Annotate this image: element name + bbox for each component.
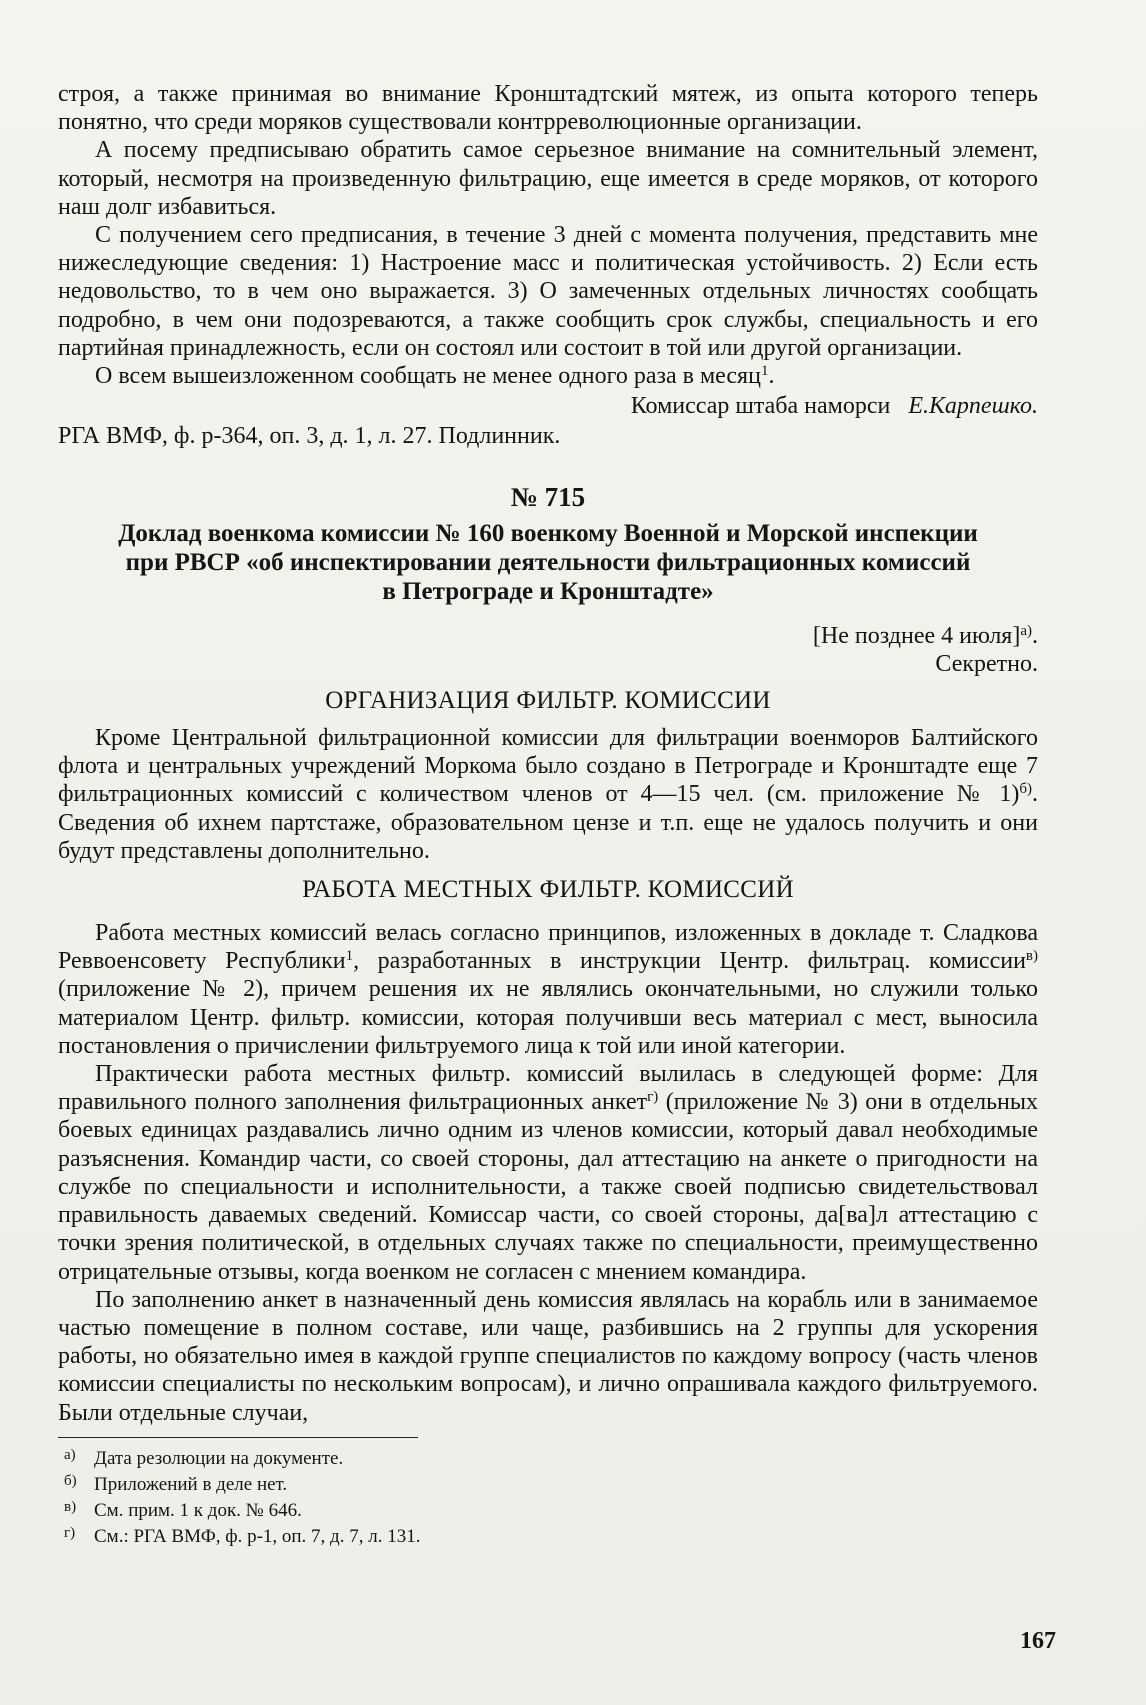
footnote-ref: а) xyxy=(1020,622,1032,639)
footnote-ref: в) xyxy=(1025,948,1038,965)
footnote-mark: в) xyxy=(64,1498,77,1515)
intro-p1-text: строя, а также принимая во внимание Кронштадтский мятеж, из опыта которого теперь понятно, что среди моряков существовали контрреволюционные организации. xyxy=(58,81,1038,136)
intro-p3-text: С получением сего предписания, в течение 3 дней с момента получения, представить мне нижеследующие сведения: 1) Настроение масс и политическая устойчивость. 2) Если есть недовольство, то в чем оно выражается. 3) О замеченных отдельных личностях сообщать подробно, в чем они подозреваются, а также сообщить срок службы, специальность и его партийная принадлежность, если он состоял или состоит в той или другой организации. xyxy=(58,222,1038,361)
document-number: № 715 xyxy=(510,481,586,512)
intro-p4-text: О всем вышеизложенном сообщать не менее одного раза в месяц xyxy=(95,363,761,390)
date-text: [Не позднее 4 июля] xyxy=(812,622,1021,649)
section1-p1-text-b: . Сведения об ихнем партстаже, образовательном цензе и т.п. еще не удалось получить и они будут представлены дополнительно. xyxy=(58,781,1038,864)
intro-paragraph-4 xyxy=(58,362,1038,390)
section2-paragraph-1 xyxy=(58,919,1038,1060)
section2-p1-text-c: (приложение № 2), причем решения их не являлись окончательными, но служили только материалом Центр. фильтр. комиссии, которая получивши весь материал с мест, выносила постановления о причислении фильтруемого лица к той или иной категории. xyxy=(58,976,1038,1059)
section1-paragraph-1 xyxy=(58,724,1038,865)
document-title-line-3: в Петрограде и Кронштадте» xyxy=(382,577,714,605)
footnote-ref: б) xyxy=(1019,781,1032,798)
footnote-item xyxy=(58,1446,1038,1472)
section2-p1-text-a: Работа местных комиссий велась согласно принципов, изложенных в докладе т. Сладкова Реввоенсовету Республики xyxy=(58,920,1038,975)
section2-p3-text: По заполнению анкет в назначенный день комиссия являлась на корабль или в занимаемое частью помещение в полном составе, или чаще, разбившись на 2 группы для ускорения работы, но обязательно имея в каждой группе специалистов по каждому вопросу (часть членов комиссии специалисты по нескольким вопросам), и лично опрашивала каждого фильтруемого. Были отдельные случаи, xyxy=(58,1286,1038,1426)
intro-p2-text: А посему предписываю обратить самое серьезное внимание на сомнительный элемент, который, несмотря на произведенную фильтрацию, еще имеется в среде моряков, от которого наш долг избавиться. xyxy=(58,137,1038,220)
document-title-line-1: Доклад военкома комиссии № 160 военкому Военной и Морской инспекции xyxy=(118,519,978,547)
intro-paragraph-1 xyxy=(58,80,1038,136)
document-date xyxy=(58,622,1038,650)
section2-p1-text-b: , разработанных в инструкции Центр. фильтрац. комиссии xyxy=(353,948,1026,975)
signature-line xyxy=(58,392,1038,420)
footnote-text: Приложений в деле нет. xyxy=(94,1473,288,1495)
section2-paragraph-3 xyxy=(58,1286,1038,1427)
section1-p1-text-a: Кроме Центральной фильтрационной комиссии для фильтрации военморов Балтийского флота и центральных учреждений Моркома было создано в Петрограде и Кронштадте еще 7 фильтрационных комиссий с количеством членов от 4—15 чел. (см. приложение № 1) xyxy=(58,725,1038,808)
intro-paragraph-2 xyxy=(58,136,1038,221)
section2-paragraph-2 xyxy=(58,1060,1038,1286)
date-end: . xyxy=(1032,622,1038,649)
intro-paragraph-3 xyxy=(58,221,1038,362)
footnote-ref: г) xyxy=(647,1089,659,1106)
footnote-item xyxy=(58,1498,1038,1524)
classification-mark: Секретно. xyxy=(935,650,1038,677)
signature-name: Е.Карпешко. xyxy=(908,393,1038,420)
page-number: 167 xyxy=(1020,1628,1056,1654)
document-title xyxy=(58,519,1038,606)
footnote-mark: г) xyxy=(64,1524,76,1541)
section2-p2-text-b: (приложение № 3) они в отдельных боевых единицах раздавались лично одним из членов комиссии, который давал необходимые разъяснения. Командир части, со своей стороны, дал аттестацию на анкете о пригодности на службе по специальности и исполнительности, а также своей подписью свидетельствовал правильность даваемых сведений. Комиссар части, со своей стороны, да[ва]л аттестацию с точки зрения политической, в отдельных случаях также по специальности, преимущественно отрицательные отзывы, когда военком не согласен с мнением командира. xyxy=(58,1089,1038,1285)
document-title-line-2: при РВСР «об инспектировании деятельности фильтрационных комиссий xyxy=(125,548,971,576)
intro-p4-end: . xyxy=(768,363,775,390)
footnote-text: См. прим. 1 к док. № 646. xyxy=(94,1499,302,1521)
footnote-item xyxy=(58,1524,1038,1550)
footnote-mark: б) xyxy=(64,1472,77,1489)
section-heading-local-work: РАБОТА МЕСТНЫХ ФИЛЬТР. КОМИССИЙ xyxy=(302,876,794,904)
archive-source-text: РГА ВМФ, ф. р-364, оп. 3, д. 1, л. 27. Подлинник. xyxy=(58,423,561,450)
signature-role: Комиссар штаба наморси xyxy=(630,393,891,420)
archive-source xyxy=(58,422,1038,450)
section-heading-organization: ОРГАНИЗАЦИЯ ФИЛЬТР. КОМИССИИ xyxy=(325,687,771,715)
footnotes xyxy=(58,1446,1038,1550)
footnote-text: Дата резолюции на документе. xyxy=(94,1447,344,1469)
footnote-item xyxy=(58,1472,1038,1498)
document-meta xyxy=(58,622,1038,678)
footnote-divider xyxy=(58,1437,418,1438)
footnote-ref: 1 xyxy=(760,363,769,380)
main-text xyxy=(58,80,1038,1427)
footnote-ref: 1 xyxy=(345,948,354,965)
section2-p2-text-a: Практически работа местных фильтр. комиссий вылилась в следующей форме: Для правильного полного заполнения фильтрационных анкет xyxy=(58,1061,1038,1116)
footnote-mark: а) xyxy=(64,1446,76,1463)
footnote-text: См.: РГА ВМФ, ф. р-1, оп. 7, д. 7, л. 131. xyxy=(94,1525,421,1547)
